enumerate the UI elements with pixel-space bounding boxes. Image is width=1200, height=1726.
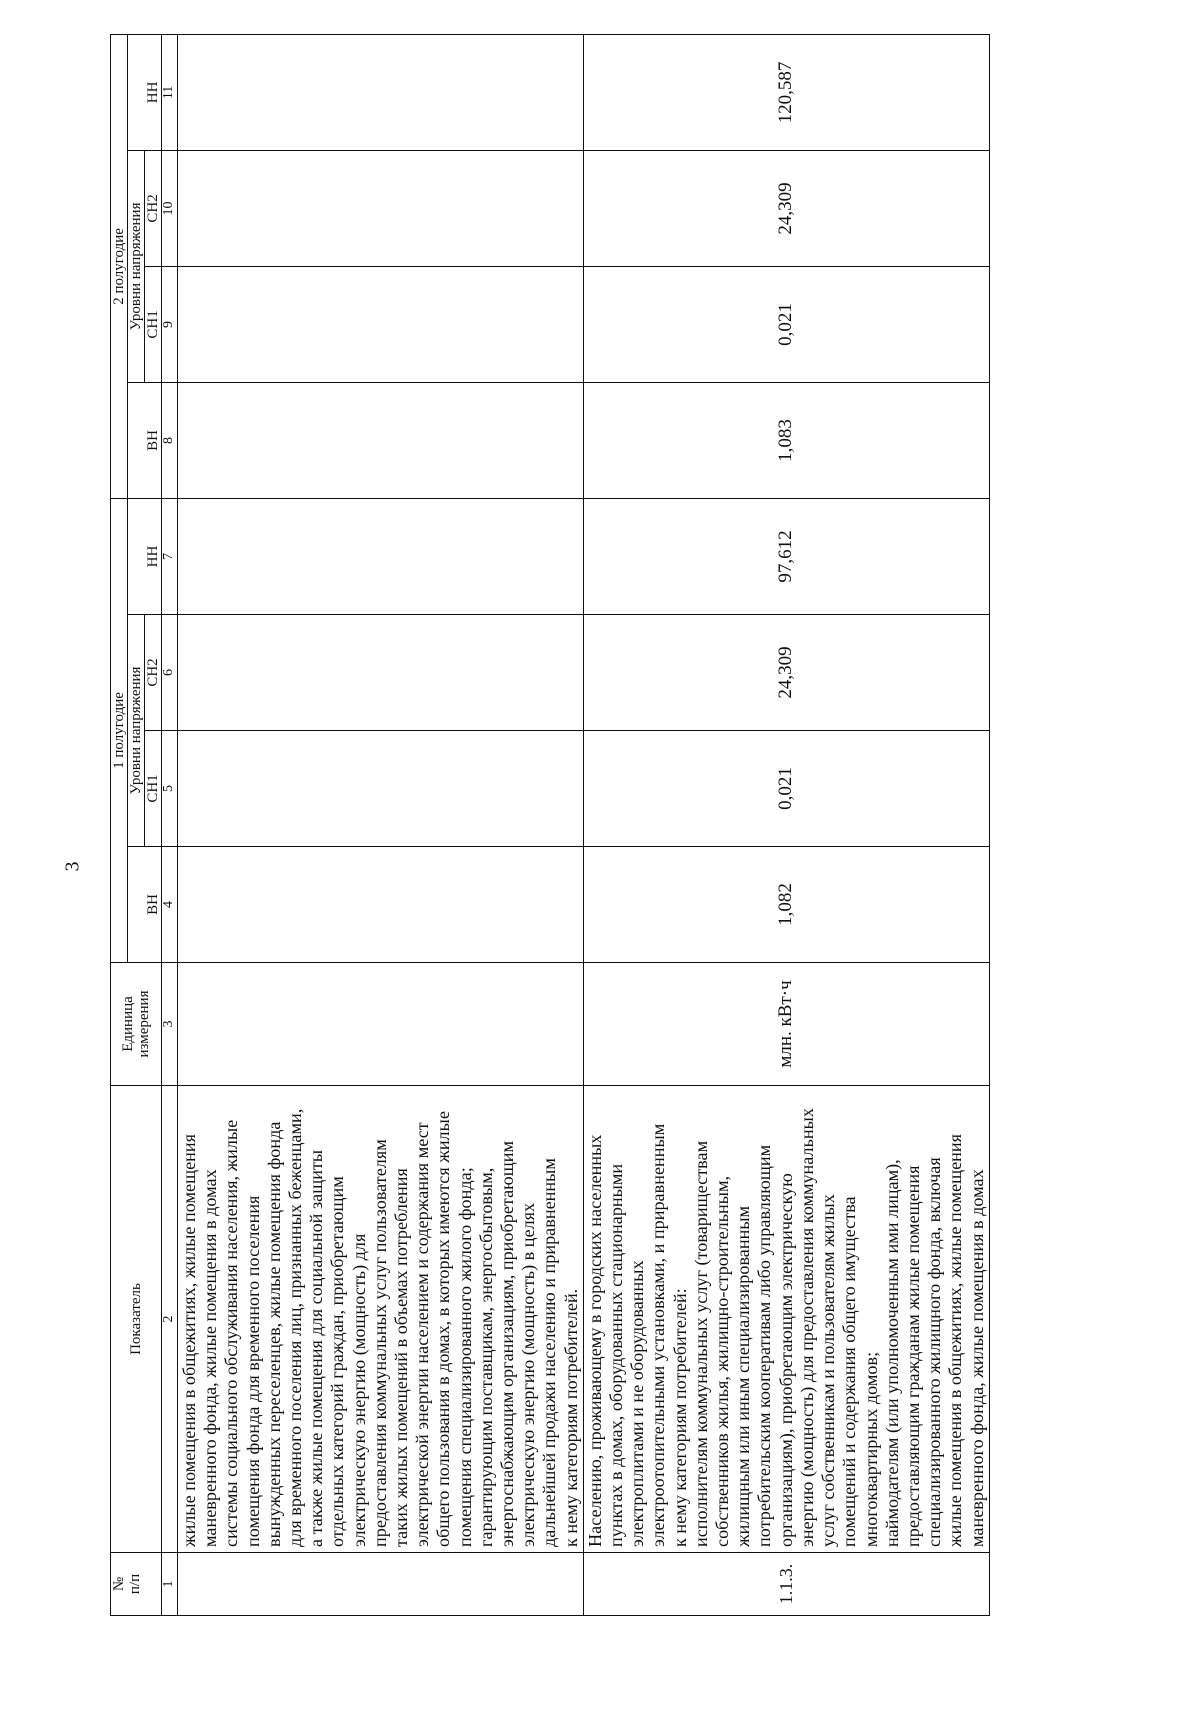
header-half2-label: 2 полугодие (111, 228, 127, 305)
row-pp: 1.1.3. (583, 1553, 989, 1616)
desc-line: к нему категориям потребителей: (669, 1288, 690, 1547)
header-pp-label: № п/п (111, 1573, 143, 1595)
value-cell (178, 382, 584, 498)
desc-line: к нему категориям потребителей. (560, 1288, 581, 1547)
desc-line: маневренного фонда, жилые помещения в домах (200, 1169, 221, 1547)
col-number: 5 (162, 731, 178, 847)
col-number: 3 (162, 963, 178, 1086)
desc-line: исполнителям коммунальных услуг (товариществам (690, 1140, 711, 1547)
col-number: 4 (162, 847, 178, 963)
value-cell: 97,612 (583, 498, 989, 614)
header-pp (111, 1553, 162, 1616)
desc-line: энергоснабжающим организациям, приобретающим (497, 1141, 518, 1547)
rotated-table-container (110, 61, 1080, 1616)
desc-line: а также жилые помещения для социальной защиты (306, 1149, 327, 1547)
desc-line: отдельных категорий граждан, приобретающим (327, 1176, 348, 1547)
desc-line: электрическую энергию (мощность) для (348, 1233, 369, 1547)
desc-line: маневренного фонда, жилые помещения в домах (966, 1169, 987, 1547)
table-row (178, 34, 584, 1615)
value-cell (178, 34, 584, 150)
desc-line: электроотопительными установками, и приравненным (648, 1123, 669, 1547)
header-h1-nn: НН (128, 498, 162, 614)
desc-line: предоставляющим гражданам жилые помещения (902, 1165, 923, 1547)
table-row (583, 34, 989, 1615)
col-number: 7 (162, 498, 178, 614)
header-h1-voltage: Уровни напряжения (128, 615, 145, 847)
header-h2-sn2: СН2 (145, 150, 162, 266)
row-pp (178, 1553, 584, 1616)
desc-line: общего пользования в домах, в которых имеются жилые (433, 1111, 454, 1547)
desc-line: для временного поселения лиц, признанных беженцами, (285, 1108, 306, 1547)
desc-line: организациям), приобретающим электрическую (775, 1173, 796, 1547)
header-h1-vn: ВН (128, 847, 162, 963)
value-cell (178, 266, 584, 382)
desc-line: гарантирующим поставщикам, энергосбытовым, (475, 1167, 496, 1547)
header-h1-sn1: СН1 (145, 731, 162, 847)
value-cell: 24,309 (583, 615, 989, 731)
col-number: 6 (162, 615, 178, 731)
value-cell: 1,082 (583, 847, 989, 963)
header-h2-nn: НН (128, 34, 162, 150)
desc-line: вынужденных переселенцев, жилые помещения фонда (263, 1121, 284, 1547)
row-description (583, 1086, 989, 1553)
col-number: 11 (162, 34, 178, 150)
value-cell: 24,309 (583, 150, 989, 266)
page-number: 3 (61, 861, 84, 872)
desc-line: собственников жилья, жилищно-строительным, (712, 1175, 733, 1547)
col-number: 8 (162, 382, 178, 498)
desc-line: дальнейшей продажи населению и приравненным (539, 1158, 560, 1547)
value-cell: 0,021 (583, 266, 989, 382)
header-unit-label: Единица измерения (120, 990, 152, 1058)
header-unit (111, 963, 162, 1086)
desc-line: предоставления коммунальных услуг пользователям (369, 1139, 390, 1547)
value-cell: 1,083 (583, 382, 989, 498)
row-description (178, 1086, 584, 1553)
desc-line: жилые помещения в общежитиях, жилые помещения (179, 1133, 199, 1547)
desc-line: помещений и содержания общего имущества (839, 1196, 860, 1547)
header-half1 (111, 498, 128, 962)
value-cell (178, 615, 584, 731)
value-cell (178, 150, 584, 266)
col-number: 9 (162, 266, 178, 382)
header-indicator (111, 1086, 162, 1553)
desc-line: потребительским кооперативам либо управляющим (754, 1144, 775, 1547)
desc-line: электрической энергии населением и содержания мест (412, 1122, 433, 1547)
header-h2-vn: ВН (128, 382, 162, 498)
header-half2 (111, 34, 128, 498)
header-h1-sn2: СН2 (145, 615, 162, 731)
desc-line: системы социального обслуживания населения, жилые (221, 1119, 242, 1547)
desc-line: электроплитами и не оборудованных (627, 1260, 648, 1547)
desc-line: помещения фонда для временного поселения (242, 1195, 263, 1547)
value-cell (178, 847, 584, 963)
desc-line: пунктах в домах, оборудованных стационарными (606, 1163, 627, 1547)
header-half1-label: 1 полугодие (111, 692, 127, 769)
desc-line: жилые помещения в общежитиях, жилые помещения (945, 1133, 966, 1547)
value-cell (178, 731, 584, 847)
desc-line: услуг собственникам и пользователям жилых (818, 1194, 839, 1547)
value-cell: 0,021 (583, 731, 989, 847)
header-h2-sn1: СН1 (145, 266, 162, 382)
col-number: 2 (162, 1086, 178, 1553)
col-number: 10 (162, 150, 178, 266)
desc-line: наймодателям (или уполномоченным ими лицам), (881, 1159, 902, 1547)
desc-line: электрическую энергию (мощность) в целях (518, 1202, 539, 1547)
tariff-table (110, 34, 990, 1616)
desc-line: специализированного жилищного фонда, включая (924, 1157, 945, 1547)
desc-line: помещения специализированного жилого фонда; (454, 1167, 475, 1547)
desc-line: энергию (мощность) для предоставления коммунальных (796, 1108, 817, 1547)
value-cell: 120,587 (583, 34, 989, 150)
desc-line: многоквартирных домов; (860, 1351, 881, 1547)
row-unit: млн. кВт·ч (583, 963, 989, 1086)
value-cell (178, 498, 584, 614)
desc-line: Населению, проживающему в городских населенных (584, 1134, 605, 1547)
desc-line: таких жилых помещений в объемах потребления (391, 1168, 412, 1547)
header-h2-voltage: Уровни напряжения (128, 150, 145, 382)
row-unit (178, 963, 584, 1086)
header-indicator-label: Показатель (128, 1283, 144, 1355)
desc-line: жилищным или иным специализированным (733, 1205, 754, 1547)
col-number: 1 (162, 1553, 178, 1616)
